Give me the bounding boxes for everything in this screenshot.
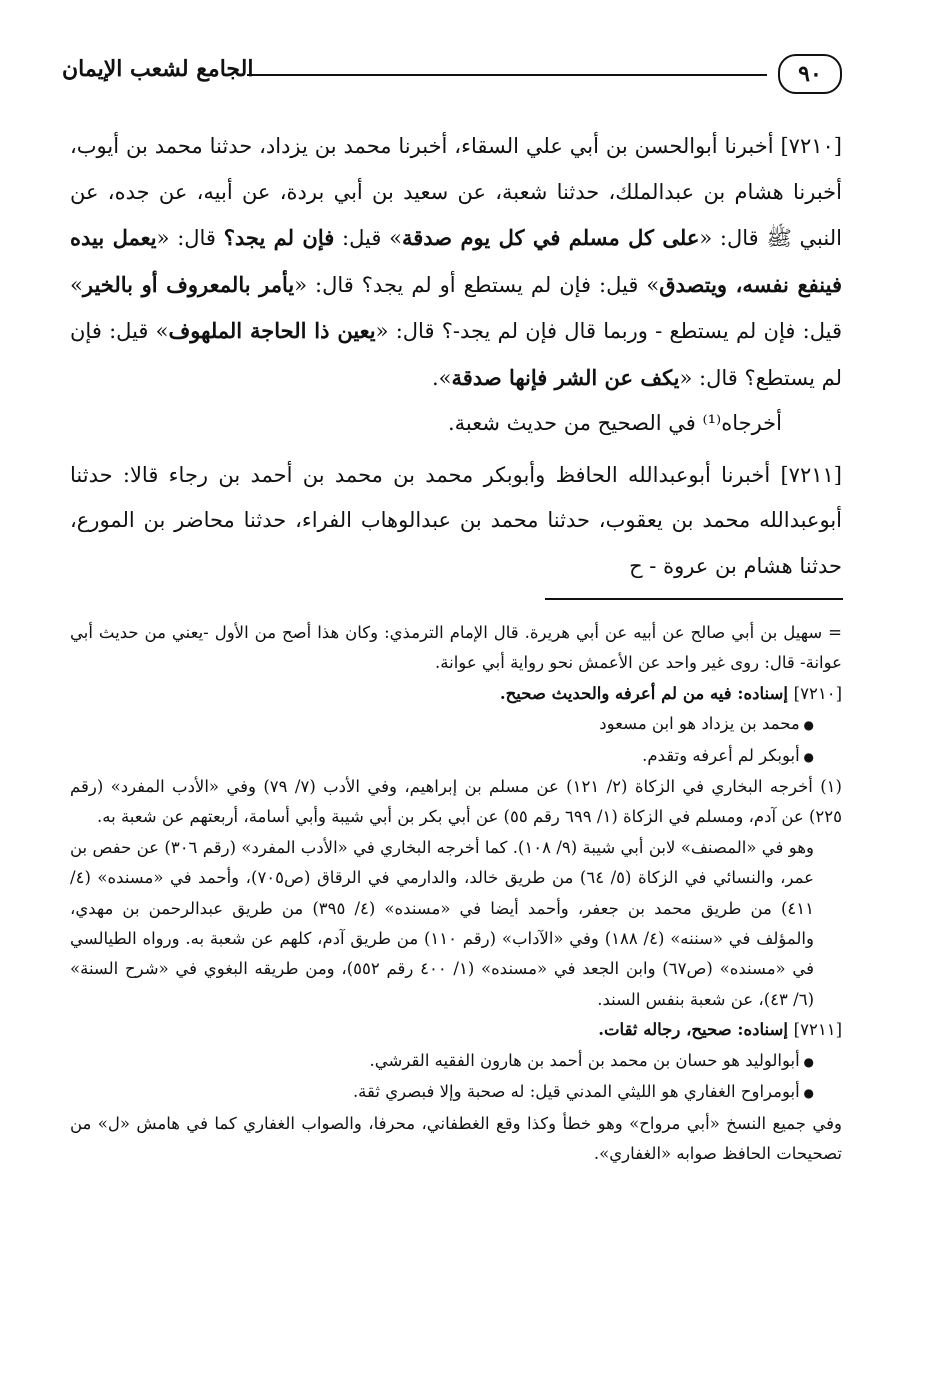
footnote-1-continued: وهو في «المصنف» لابن أبي شيبة (٩/ ١٠٨). كما أخرجه البخاري في «الأدب المفرد» (رقم ٣٠٦) عن حفص بن عمر، والنسائي في الزكاة (٥/ ٦٤) من طريق خالد، والدارمي في الرقاق (ص٧٠٥)، وأحمد في «مسنده» (٤/ ٤١١) من طريق محمد بن جعفر، وأحمد أيضا في «مسنده» (٤/ ٣٩٥) من طريق عبدالرحمن بن مهدي، والمؤلف في «سننه» (٤/ ١٨٨) وفي «الآداب» (رقم ١١٠) من طريق آدم، كلهم عن شعبة به. ورواه الطيالسي في «مسنده» (ص٦٧) وابن الجعد في «مسنده» (١/ ٤٠٠ رقم ٥٥٢)، ومن طريقه البغوي في «شرح السنة» (٦/ ٤٣)، عن شعبة بنفس السند. [70, 837, 815, 1009]
note-bullet: ● أبومراوح الغفاري هو الليثي المدني قيل: له صحبة وإلا فبصري ثقة. [70, 1077, 842, 1108]
quote: يأمر بالمعروف أو بالخير [82, 271, 295, 297]
quote: يعمل بيده فينفع نفسه، ويتصدق [70, 225, 842, 297]
hadith-text: قال: « [156, 226, 224, 250]
main-text [70, 124, 842, 589]
note-bullet: ● محمد بن يزداد هو ابن مسعود [70, 709, 842, 740]
running-header [62, 48, 842, 104]
quote: فإن لم يجد؟ [223, 225, 335, 250]
hadith-number: [٧٢١١] [780, 462, 842, 487]
hadith-text: أخبرنا أبوالحسن بن أبي علي السقاء، أخبرنا محمد بن يزداد، حدثنا محمد بن أيوب، أخبرنا هشام بن عبدالملك، حدثنا شعبة، عن سعيد بن أبي بردة، عن أبيه، عن جده، عن النبي ﷺ قال: « [70, 134, 842, 250]
note-number: [٧٢١٠] [793, 683, 842, 703]
page-number: ٩٠ [778, 54, 842, 94]
hadith-number: [٧٢١٠] [780, 134, 842, 158]
note-heading: إسناده: صحيح، رجاله ثقات. [598, 1020, 794, 1040]
hadith-text: » قيل: فإن لم يستطع أو لم يجد؟ قال: « [294, 272, 660, 297]
footnote-continuation: = سهيل بن أبي صالح عن أبيه عن أبي هريرة. قال الإمام الترمذي: وكان هذا أصح من الأول -يعني من حديث أبي عوانة- قال: روى غير واحد عن الأعمش نحو رواية أبي عوانة. [70, 623, 842, 673]
quote: على كل مسلم في كل يوم صدقة [401, 225, 700, 250]
book-title: الجامع لشعب الإيمان [62, 56, 254, 82]
note-heading: إسناده: فيه من لم أعرفه والحديث صحيح. [499, 683, 794, 703]
note-7211 [70, 1015, 842, 1045]
note-bullet: ● أبوالوليد هو حسان بن محمد بن أحمد بن هارون الفقيه القرشي. [70, 1046, 842, 1077]
hadith-text: أخبرنا أبوعبدالله الحافظ وأبوبكر محمد بن محمد بن أحمد بن رجاء قالا: حدثنا أبوعبدالله محمد بن يعقوب، حدثنا محمد بن عبدالوهاب الفراء، حدثنا محاضر بن المورع، حدثنا هشام بن عروة - ح [70, 462, 842, 578]
note-final: وفي جميع النسخ «أبي مرواح» وهو خطأ وكذا وقع الغطفاني، محرفا، والصواب الغفاري كما في هامش «ل» من تصحيحات الحافظ صوابه «الغفاري». [70, 1113, 842, 1163]
hadith-text: ». [431, 365, 452, 390]
hadith-text: » قيل: فإن لم يستطع؟ قال: « [70, 319, 842, 390]
hadith-text: » قيل: [334, 226, 402, 250]
hadith-7211 [70, 453, 842, 590]
note-7210 [70, 679, 842, 709]
hadith-text: » قيل: فإن لم يستطع - وربما قال فإن لم يجد-؟ قال: « [70, 272, 842, 343]
quote: يعين ذا الحاجة الملهوف [168, 318, 376, 343]
hadith-7210 [70, 124, 842, 401]
footnotes [70, 618, 842, 1169]
header-rule [247, 74, 767, 76]
note-bullet: ● أبوبكر لم أعرفه وتقدم. [70, 741, 842, 772]
takhrij-line: أخرجاه⁽¹⁾ في الصحيح من حديث شعبة. [447, 411, 782, 435]
note-number: [٧٢١١] [793, 1020, 842, 1040]
footnote-separator [545, 598, 843, 600]
quote: يكف عن الشر فإنها صدقة [451, 364, 680, 390]
footnote-1: (١) أخرجه البخاري في الزكاة (٢/ ١٢١) عن مسلم بن إبراهيم، وفي الأدب (٧/ ٧٩) وفي «الأدب المفرد» (رقم ٢٢٥) عن آدم، ومسلم في الزكاة (١/ ٦٩٩ رقم ٥٥) عن أبي بكر بن أبي شيبة وأبي أسامة، أربعتهم عن شعبة به. [70, 777, 842, 827]
